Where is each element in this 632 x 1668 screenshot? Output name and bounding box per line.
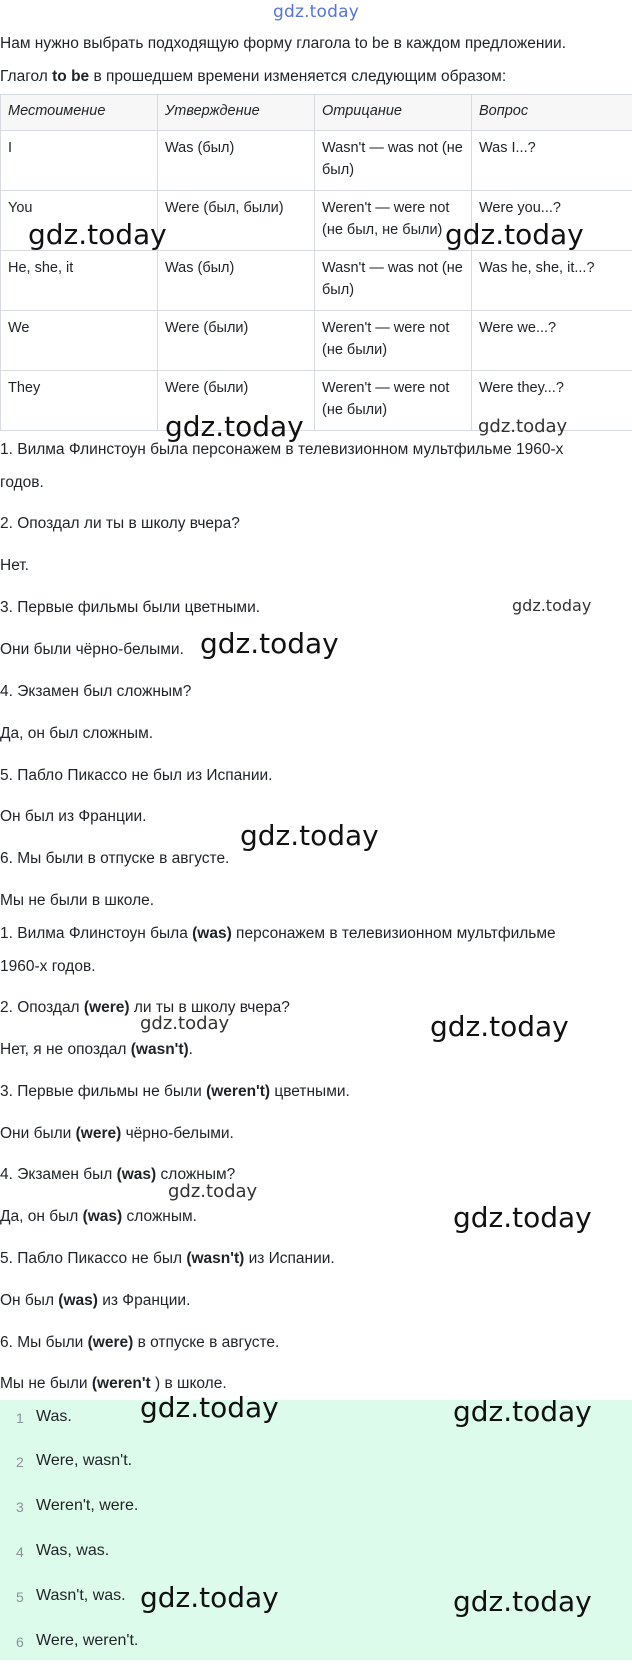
filled-answer: (were) [76, 1125, 122, 1142]
translation-line: 5. Пабло Пикассо не был из Испании. [0, 759, 626, 792]
table-cell: They [1, 371, 158, 431]
filled-text: из Франции. [98, 1292, 190, 1309]
answer-number: 6 [16, 1634, 28, 1650]
watermark: gdz.today [240, 819, 379, 852]
table-cell: Weren't — were not (не был, не были) [315, 191, 472, 251]
table-row [1, 311, 632, 371]
translation-line: Он был из Франции. [0, 800, 626, 833]
table-row [1, 371, 632, 431]
answer-number: 5 [16, 1589, 28, 1605]
watermark: gdz.today [168, 1181, 257, 1202]
filled-line [0, 991, 626, 1024]
watermark: gdz.today [140, 1013, 229, 1034]
table-cell: Were (был, были) [158, 191, 315, 251]
filled-answer: (were) [84, 999, 130, 1016]
translation-line: Они были чёрно-белыми. [0, 633, 626, 666]
table-cell: Were (были) [158, 371, 315, 431]
watermark: gdz.today [140, 1581, 279, 1614]
translation-line: 4. Экзамен был сложным? [0, 675, 626, 708]
filled-text: 4. Экзамен был [0, 1166, 117, 1183]
translation-line: 2. Опоздал ли ты в школу вчера? [0, 507, 626, 540]
filled-answer: (weren't) [206, 1083, 270, 1100]
filled-answer: (was) [117, 1166, 157, 1183]
answer-text: Was. [36, 1408, 72, 1426]
intro-line-1: Нам нужно выбрать подходящую форму глагола to be в каждом предложении. [0, 27, 626, 60]
table-header: Вопрос [472, 95, 632, 131]
answer-text: Was, was. [36, 1542, 109, 1560]
filled-text: Он был [0, 1292, 58, 1309]
answer-text: Wasn't, was. [36, 1587, 126, 1605]
intro-line-2 [0, 60, 626, 93]
filled-text: Они были [0, 1125, 76, 1142]
filled-line [0, 1117, 626, 1150]
table-cell: Was (был) [158, 131, 315, 191]
filled-text: ) в школе. [151, 1375, 227, 1392]
answer-text: Weren't, were. [36, 1497, 138, 1515]
filled-line [0, 1158, 626, 1191]
answer-text: Were, wasn't. [36, 1452, 132, 1470]
watermark: gdz.today [478, 416, 567, 437]
filled-text: сложным. [122, 1208, 197, 1225]
intro-suffix: в прошедшем времени изменяется следующим образом: [89, 68, 506, 85]
filled-line [0, 1326, 626, 1359]
watermark: gdz.today [453, 1395, 592, 1428]
answer-number: 3 [16, 1499, 28, 1515]
answer-item [0, 1400, 632, 1444]
intro-prefix: Глагол [0, 68, 52, 85]
filled-text: чёрно-белыми. [121, 1125, 234, 1142]
translation-line: Нет. [0, 549, 626, 582]
filled-text: цветными. [270, 1083, 350, 1100]
answers-box [0, 1400, 632, 1660]
watermark: gdz.today [445, 218, 584, 251]
to-be-past-table [0, 94, 632, 431]
table-header: Утверждение [158, 95, 315, 131]
site-logo[interactable]: gdz.today [0, 2, 632, 22]
filled-line [0, 1242, 626, 1275]
filled-text: Нет, я не опоздал [0, 1041, 131, 1058]
translation-line: Да, он был сложным. [0, 717, 626, 750]
table-cell: I [1, 131, 158, 191]
answer-number: 1 [16, 1410, 28, 1426]
answer-number: 2 [16, 1454, 28, 1470]
filled-answer: (wasn't) [186, 1250, 244, 1267]
filled-answer: (wasn't) [131, 1041, 189, 1058]
filled-line [0, 1284, 626, 1317]
table-cell: Were you...? [472, 191, 632, 251]
watermark: gdz.today [200, 627, 339, 660]
answer-item [0, 1579, 632, 1623]
table-cell: We [1, 311, 158, 371]
watermark: gdz.today [140, 1391, 279, 1424]
filled-text: 5. Пабло Пикассо не был [0, 1250, 186, 1267]
filled-text: 3. Первые фильмы не были [0, 1083, 206, 1100]
translation-line: Мы не были в школе. [0, 884, 626, 917]
filled-answer: (was) [83, 1208, 123, 1225]
table-cell: He, she, it [1, 251, 158, 311]
filled-text: в отпуске в августе. [133, 1334, 279, 1351]
watermark: gdz.today [512, 596, 591, 615]
translation-line: 3. Первые фильмы были цветными. [0, 591, 626, 624]
translation-line: годов. [0, 466, 626, 499]
table-header: Местоимение [1, 95, 158, 131]
filled-text: . [189, 1041, 193, 1058]
table-cell: Was I...? [472, 131, 632, 191]
filled-answer: (were) [88, 1334, 134, 1351]
filled-line [0, 1033, 626, 1066]
filled-text: сложным? [156, 1166, 235, 1183]
watermark: gdz.today [453, 1585, 592, 1618]
table-row [1, 131, 632, 191]
filled-line [0, 950, 626, 983]
filled-line [0, 1367, 626, 1400]
filled-answer: (was) [192, 925, 232, 942]
filled-line [0, 917, 626, 950]
answer-item [0, 1624, 632, 1668]
watermark: gdz.today [430, 1010, 569, 1043]
filled-text: из Испании. [244, 1250, 334, 1267]
table-header-row [1, 95, 632, 131]
watermark: gdz.today [453, 1201, 592, 1234]
translation-line: 1. Вилма Флинстоун была персонажем в телевизионном мультфильме 1960-х [0, 433, 626, 466]
table-cell: Was he, she, it...? [472, 251, 632, 311]
table-cell: Were (были) [158, 311, 315, 371]
watermark: gdz.today [165, 410, 304, 443]
table-row [1, 251, 632, 311]
filled-text: 1. Вилма Флинстоун была [0, 925, 192, 942]
answer-item [0, 1534, 632, 1578]
table-cell: Were they...? [472, 371, 632, 431]
translation-line: 6. Мы были в отпуске в августе. [0, 842, 626, 875]
table-cell: Wasn't — was not (не был) [315, 131, 472, 191]
filled-text: Да, он был [0, 1208, 83, 1225]
filled-answer: (weren't [92, 1375, 151, 1392]
table-cell: Was (был) [158, 251, 315, 311]
filled-text: 1960-х годов. [0, 958, 96, 975]
answer-text: Were, weren't. [36, 1632, 138, 1650]
table-cell: Weren't — were not (не были) [315, 371, 472, 431]
filled-text: Мы не были [0, 1375, 92, 1392]
filled-text: 6. Мы были [0, 1334, 88, 1351]
answer-item [0, 1489, 632, 1533]
table-cell: Weren't — were not (не были) [315, 311, 472, 371]
filled-answer: (was) [58, 1292, 98, 1309]
filled-text: ли ты в школу вчера? [130, 999, 290, 1016]
filled-line [0, 1200, 626, 1233]
filled-text: персонажем в телевизионном мультфильме [232, 925, 556, 942]
table-row [1, 191, 632, 251]
table-cell: Wasn't — was not (не был) [315, 251, 472, 311]
table-cell: You [1, 191, 158, 251]
table-cell: Were we...? [472, 311, 632, 371]
intro-bold-term: to be [52, 68, 89, 85]
answer-number: 4 [16, 1544, 28, 1560]
filled-line [0, 1075, 626, 1108]
watermark: gdz.today [28, 218, 167, 251]
table-header: Отрицание [315, 95, 472, 131]
filled-text: 2. Опоздал [0, 999, 84, 1016]
answer-item [0, 1444, 632, 1488]
